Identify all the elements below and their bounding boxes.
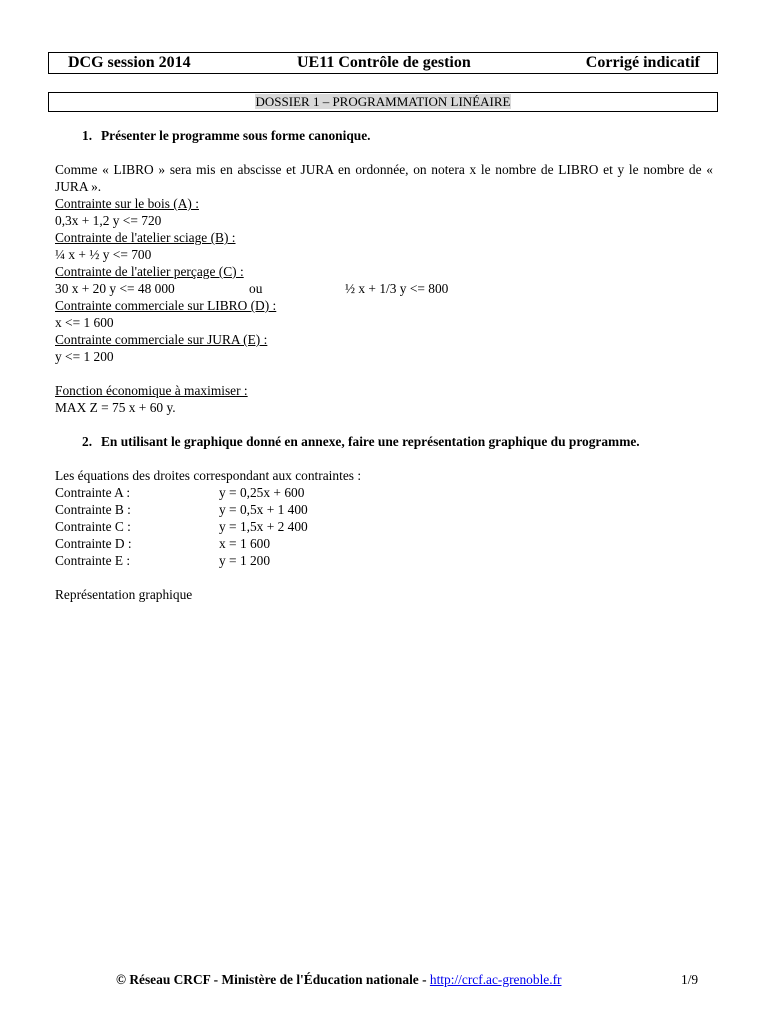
equation-label: Contrainte D : [55, 536, 132, 551]
objective-label: Fonction économique à maximiser : [55, 383, 248, 398]
dossier-title-box [48, 92, 718, 112]
question-2-text: En utilisant le graphique donné en annexe, faire une représentation graphique du programme. [101, 434, 640, 449]
equation-value: y = 0,25x + 600 [219, 485, 305, 500]
equation-row [55, 501, 713, 518]
constraint-c-expression: 30 x + 20 y <= 48 000 [55, 281, 175, 296]
constraint-d-label: Contrainte commerciale sur LIBRO (D) : [55, 298, 277, 313]
equations-intro: Les équations des droites correspondant aux contraintes : [55, 468, 362, 483]
question-1 [55, 127, 713, 144]
equation-value: x = 1 600 [219, 536, 271, 551]
question-2-number: 2. [82, 434, 93, 449]
equations-list [55, 484, 713, 569]
constraint-c-row [55, 280, 713, 297]
header-session: DCG session 2014 [68, 54, 191, 71]
footer-text: © Réseau CRCF - Ministère de l'Éducation nationale - [116, 972, 430, 987]
constraint-a-label: Contrainte sur le bois (A) : [55, 196, 199, 211]
equation-label: Contrainte C : [55, 519, 131, 534]
footer-link[interactable]: http://crcf.ac-grenoble.fr [429, 972, 562, 987]
question-1-number: 1. [82, 128, 93, 143]
footer-copyright [116, 972, 562, 988]
constraint-b-expression: ¼ x + ½ y <= 700 [55, 247, 152, 262]
constraint-a-expression: 0,3x + 1,2 y <= 720 [55, 213, 162, 228]
equation-value: y = 0,5x + 1 400 [219, 502, 308, 517]
question-1-text: Présenter le programme sous forme canonique. [101, 128, 371, 143]
constraint-d-expression: x <= 1 600 [55, 315, 114, 330]
equation-label: Contrainte E : [55, 553, 131, 568]
equation-label: Contrainte A : [55, 485, 131, 500]
header-course: UE11 Contrôle de gestion [297, 54, 471, 71]
constraint-b-label: Contrainte de l'atelier sciage (B) : [55, 230, 236, 245]
document-header [48, 52, 718, 74]
equation-row [55, 484, 713, 501]
constraint-c-label: Contrainte de l'atelier perçage (C) : [55, 264, 244, 279]
equation-label: Contrainte B : [55, 502, 131, 517]
question-2 [55, 433, 713, 450]
header-document-type: Corrigé indicatif [585, 54, 700, 71]
constraint-c-alternative: ½ x + 1/3 y <= 800 [345, 281, 449, 296]
document-body [55, 127, 713, 603]
constraint-e-label: Contrainte commerciale sur JURA (E) : [55, 332, 268, 347]
equation-row [55, 518, 713, 535]
constraint-c-or: ou [249, 281, 263, 296]
intro-paragraph: Comme « LIBRO » sera mis en abscisse et JURA en ordonnée, on notera x le nombre de LIBRO et y le nombre de « JURA ». [55, 162, 713, 194]
equation-row [55, 535, 713, 552]
equation-value: y = 1,5x + 2 400 [219, 519, 308, 534]
constraint-e-expression: y <= 1 200 [55, 349, 114, 364]
equation-value: y = 1 200 [219, 553, 271, 568]
graph-caption: Représentation graphique [55, 587, 193, 602]
dossier-title: DOSSIER 1 – PROGRAMMATION LINÉAIRE [255, 94, 511, 109]
objective-expression: MAX Z = 75 x + 60 y. [55, 400, 176, 415]
equation-row [55, 552, 713, 569]
page-number: 1/9 [681, 972, 699, 987]
